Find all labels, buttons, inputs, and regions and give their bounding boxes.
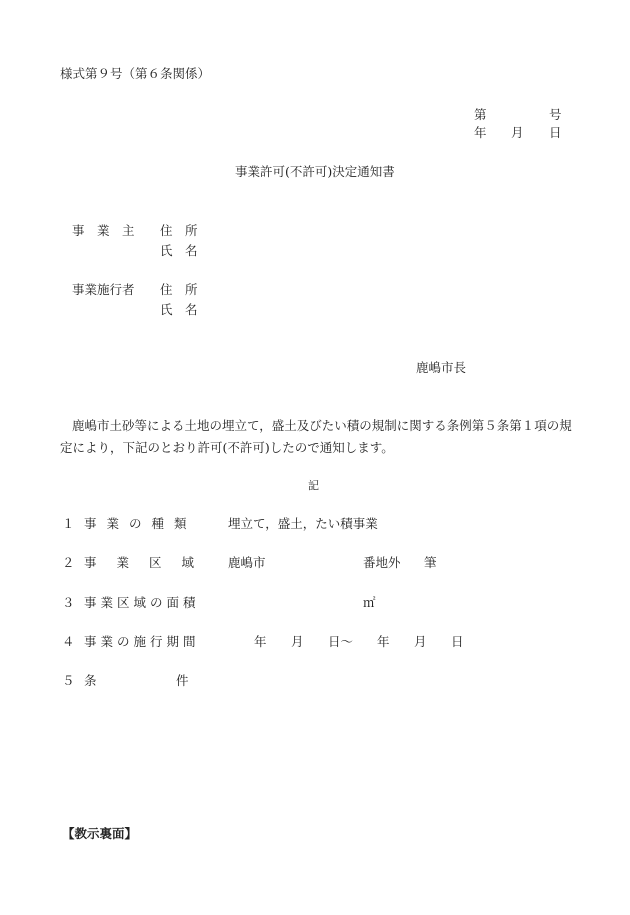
ki-heading: 記 [308, 479, 319, 492]
item4-start-year: 年 [254, 634, 267, 649]
number-dai: 第 [474, 107, 487, 122]
item3-unit: ㎡ [363, 595, 376, 610]
item2-city: 鹿嶋市 [228, 555, 266, 570]
contractor-name-label: 氏 名 [160, 302, 198, 317]
item4-label: 事業の施行期間 [84, 634, 200, 649]
item5-label: 条 [84, 673, 97, 688]
item2-number: ２ [62, 555, 75, 570]
item4-start-day: 日～ [328, 634, 354, 649]
item4-number: ４ [62, 634, 75, 649]
document-title: 事業許可(不許可)決定通知書 [235, 164, 395, 179]
item3-label: 事業区域の面積 [84, 595, 200, 610]
item4-end-year: 年 [377, 634, 390, 649]
number-go: 号 [549, 107, 562, 122]
item2-label: 事業区域 [84, 555, 215, 570]
owner-label: 事 業 主 [72, 223, 135, 238]
item1-number: １ [62, 516, 75, 531]
owner-address-label: 住 所 [160, 223, 198, 238]
item4-end-month: 月 [414, 634, 427, 649]
form-number: 様式第９号（第６条関係） [60, 66, 211, 81]
contractor-address-label: 住 所 [160, 282, 198, 297]
item1-label: 事業の種類 [84, 516, 197, 531]
owner-name-label: 氏 名 [160, 243, 198, 258]
item5-number: ５ [62, 673, 75, 688]
mayor-signature: 鹿嶋市長 [416, 360, 467, 375]
date-month: 月 [511, 125, 524, 140]
reverse-note: 【教示裏面】 [62, 826, 138, 841]
item5-label-end: 件 [176, 673, 189, 688]
notice-body: 鹿嶋市土砂等による土地の埋立て，盛土及びたい積の規制に関する条例第５条第１項の規定により，下記のとおり許可(不許可)したので通知します。 [60, 418, 572, 455]
item1-value: 埋立て，盛土，たい積事業 [228, 516, 378, 531]
item3-number: ３ [62, 595, 75, 610]
item2-hitsu: 筆 [424, 555, 437, 570]
date-day: 日 [549, 125, 562, 140]
item4-end-day: 日 [451, 634, 464, 649]
item2-banchi: 番地外 [363, 555, 401, 570]
contractor-label: 事業施行者 [72, 282, 135, 297]
date-year: 年 [474, 125, 487, 140]
item4-start-month: 月 [291, 634, 304, 649]
